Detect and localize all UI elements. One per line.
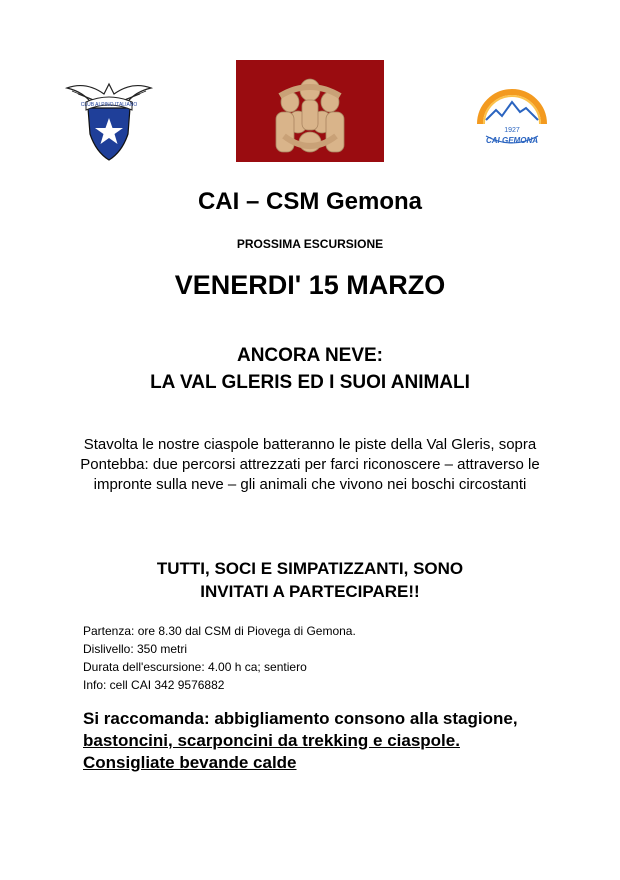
recommend-part-2: bastoncini, scarponcini da trekking e ciaspole. xyxy=(83,731,460,750)
logo-left-text: CLUB ALPINO ITALIANO xyxy=(80,102,138,108)
logo-year: 1927 xyxy=(504,127,520,134)
org-title: CAI – CSM Gemona xyxy=(197,188,423,215)
recommend-part-3: Consigliate bevande calde xyxy=(83,753,297,772)
wooden-mannequins-photo xyxy=(236,60,384,162)
cai-eagle-logo-icon xyxy=(64,78,154,164)
recommendation xyxy=(83,708,543,774)
invite-line-1: TUTTI, SOCI E SIMPATIZZANTI, SONO xyxy=(156,559,464,578)
headline xyxy=(0,342,620,396)
cai-gemona-logo-icon xyxy=(472,80,552,160)
detail-elevation: Dislivello: 350 metri xyxy=(83,642,188,656)
headline-line-1: ANCORA NEVE: xyxy=(236,345,384,366)
detail-info: Info: cell CAI 342 9576882 xyxy=(83,678,225,692)
headline-line-2: LA VAL GLERIS ED I SUOI ANIMALI xyxy=(150,372,470,393)
recommend-part-1: Si raccomanda: abbigliamento consono alla stagione, xyxy=(83,709,518,728)
details-list xyxy=(83,622,356,694)
detail-departure: Partenza: ore 8.30 dal CSM di Piovega di Gemona. xyxy=(83,624,356,638)
detail-duration: Durata dell'escursione: 4.00 h ca; sentiero xyxy=(83,660,307,674)
event-date: VENERDI' 15 MARZO xyxy=(174,270,446,300)
subtitle: PROSSIMA ESCURSIONE xyxy=(236,237,384,251)
invite xyxy=(0,557,620,603)
description: Stavolta le nostre ciaspole batteranno le piste della Val Gleris, sopra Pontebba: due percorsi attrezzati per farci riconoscere – attraverso le impronte sulla neve – gli animali che vivono nei boschi circostanti xyxy=(80,436,540,493)
invite-line-2: INVITATI A PARTECIPARE!! xyxy=(200,582,420,601)
logo-name: CAI GEMONA xyxy=(486,136,538,145)
